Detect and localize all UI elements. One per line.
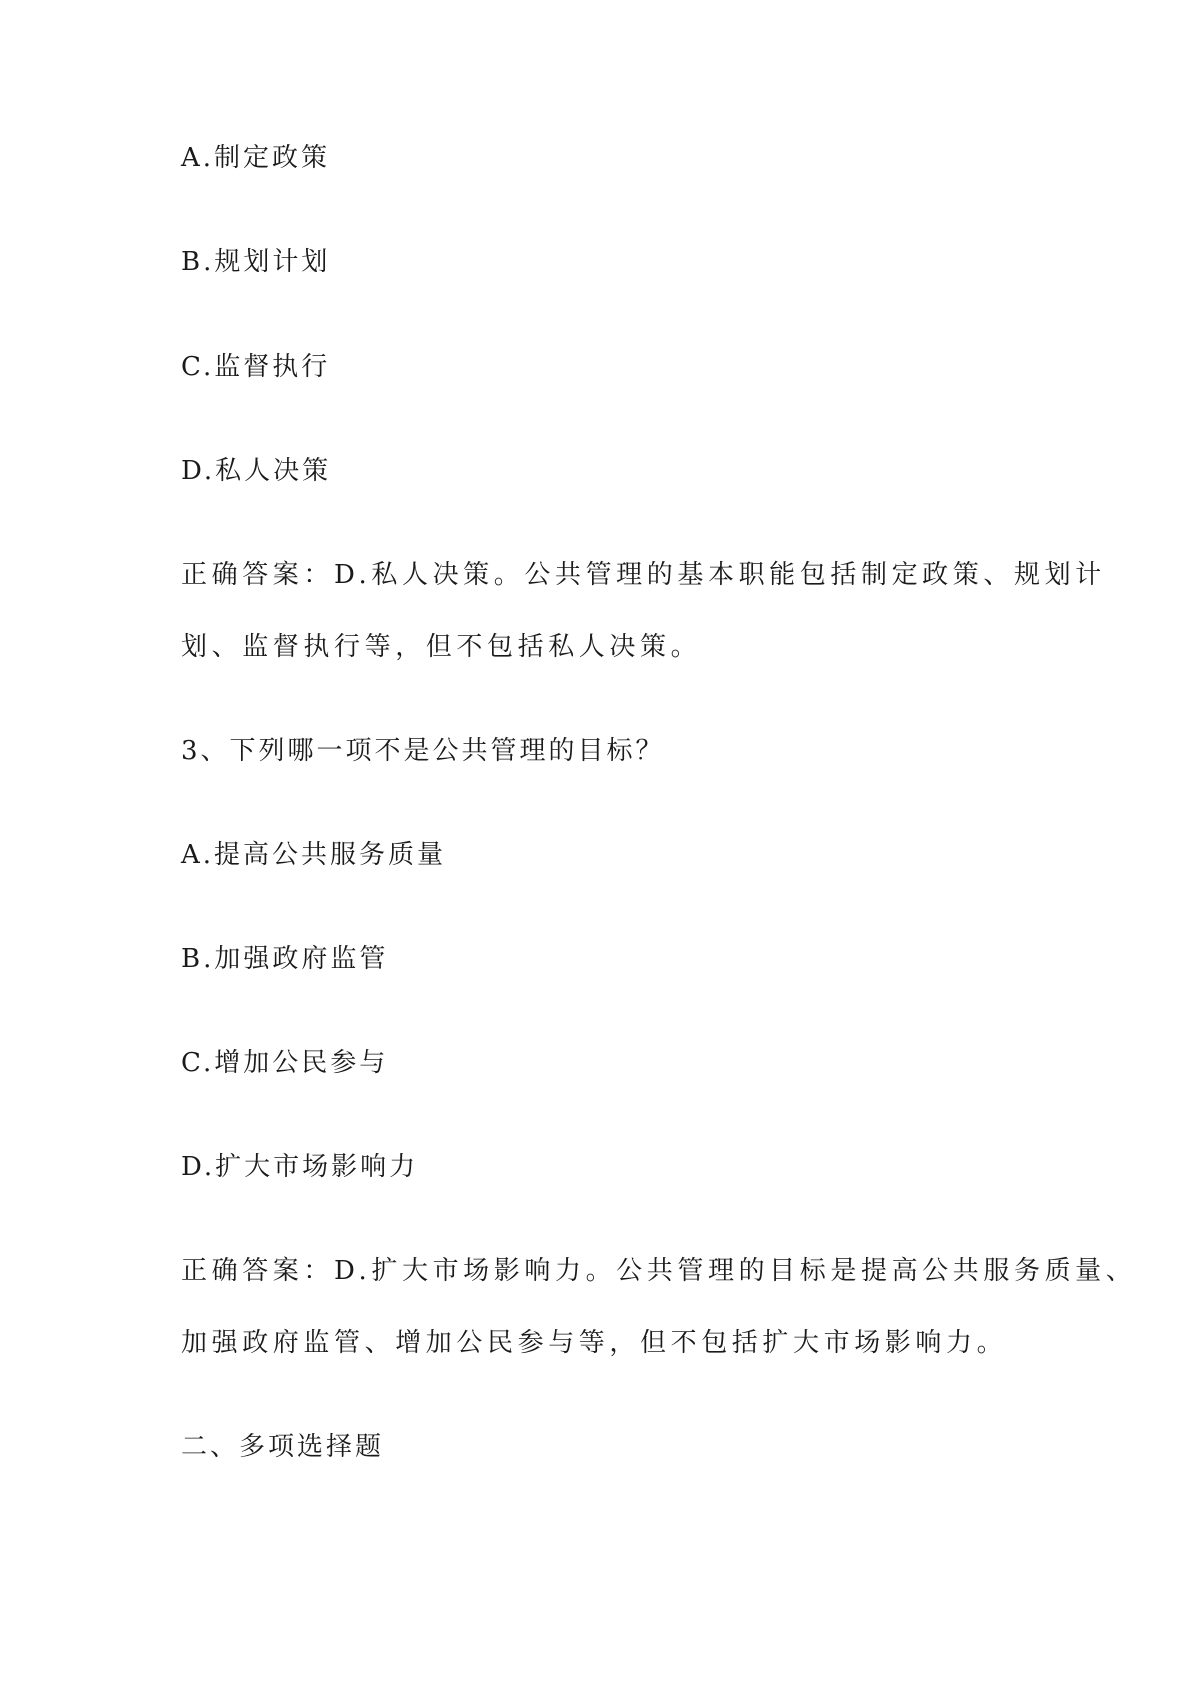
section-heading: 二、多项选择题 (181, 1432, 385, 1462)
q3-answer-line-2: 加强政府监管、增加公民参与等，但不包括扩大市场影响力。 (181, 1328, 1008, 1358)
q2-option-d: D.私人决策 (181, 456, 332, 486)
q3-option-a: A.提高公共服务质量 (181, 840, 447, 870)
q2-option-a: A.制定政策 (181, 143, 331, 173)
q3-option-b: B.加强政府监管 (181, 944, 389, 974)
q3-question: 3、下列哪一项不是公共管理的目标？ (181, 736, 665, 766)
q2-answer-line-1: 正确答案：D.私人决策。公共管理的基本职能包括制定政策、规划计 (181, 560, 1106, 590)
q2-option-c: C.监督执行 (181, 352, 331, 382)
q2-answer-line-2: 划、监督执行等，但不包括私人决策。 (181, 632, 702, 662)
q3-answer-line-1: 正确答案：D.扩大市场影响力。公共管理的目标是提高公共服务质量、 (181, 1256, 1137, 1286)
q3-option-d: D.扩大市场影响力 (181, 1152, 419, 1182)
q3-option-c: C.增加公民参与 (181, 1048, 389, 1078)
q2-option-b: B.规划计划 (181, 247, 331, 277)
